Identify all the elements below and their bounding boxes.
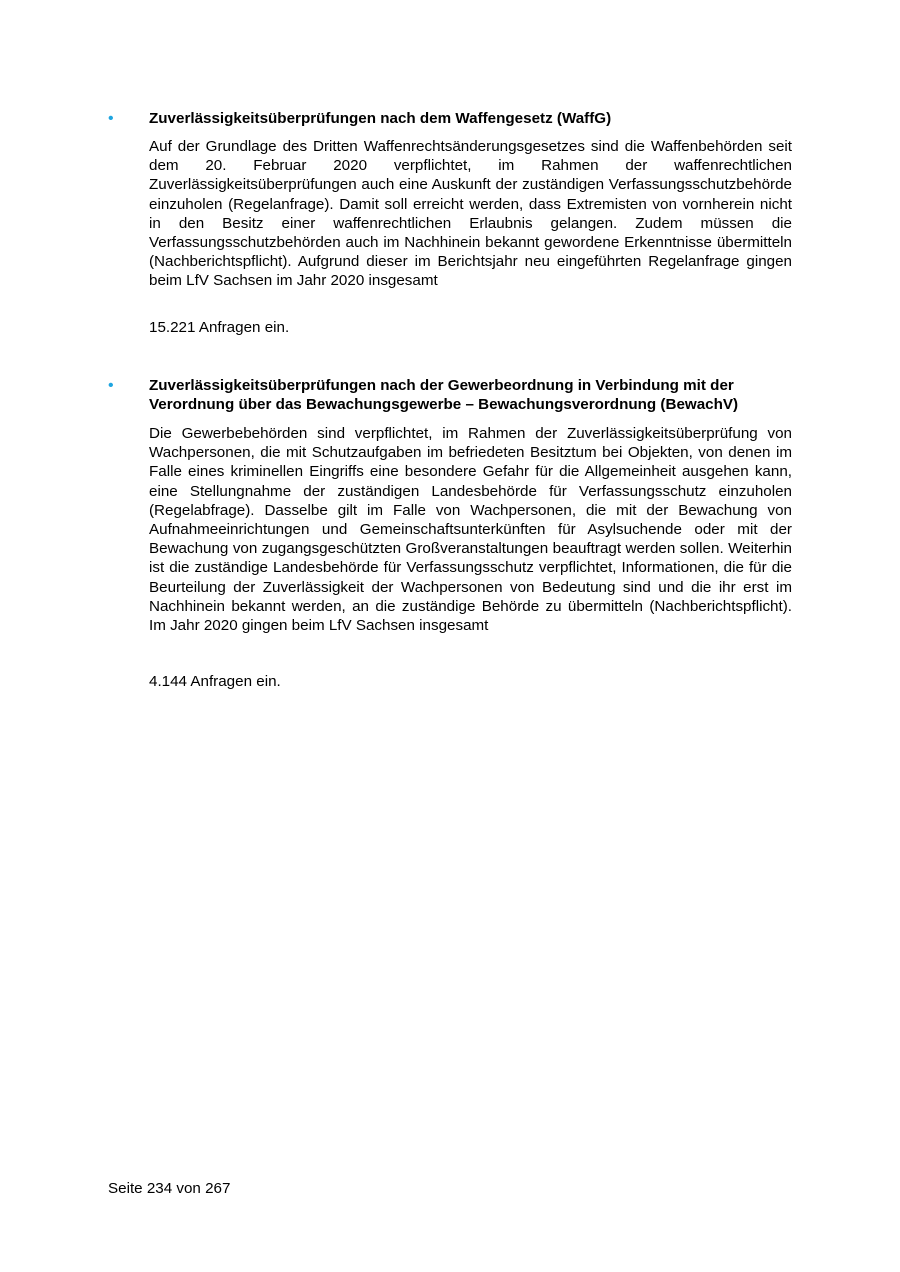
section-result: 4.144 Anfragen ein. (149, 673, 281, 690)
section-heading: Zuverlässigkeitsüberprüfungen nach der Gewerbeordnung in Verbindung mit der Verordnung über das Bewachungsgewerbe – Bewachungsverordnung (BewachV) (149, 377, 739, 414)
section-paragraph: Auf der Grundlage des Dritten Waffenrechtsänderungsgesetzes sind die Waffenbehörden seit dem 20. Februar 2020 verpflichtet, im Rahmen der waffenrechtlichen Zuverlässigkeitsüberprüfungen auch eine Auskunft der zuständigen Verfassungsschutzbehörde einzuholen (Regelanfrage). Damit soll erreicht werden, dass Extremisten von vornherein nicht in den Besitz einer waffenrechtlichen Erlaubnis gelangen. Zudem müssen die Verfassungsschutzbehörden auch im Nachhinein bekannt gewordene Erkenntnisse übermitteln (Nachberichtspflicht). Aufgrund dieser im Berichtsjahr neu eingeführten Regelanfrage gingen beim LfV Sachsen im Jahr 2020 insgesamt (149, 138, 792, 290)
section-heading: Zuverlässigkeitsüberprüfungen nach dem Waffengesetz (WaffG) (149, 110, 612, 127)
section-paragraph: Die Gewerbebehörden sind verpflichtet, im Rahmen der Zuverlässigkeitsüberprüfung von Wachpersonen, die mit Schutzaufgaben im befriedeten Besitztum bei Objekten, von denen im Falle eines kriminellen Eingriffs eine besondere Gefahr für die Allgemeinheit ausgehen kann, eine Stellungnahme der zuständigen Landesbehörde für Verfassungsschutz einzuholen (Regelabfrage). Dasselbe gilt im Falle von Wachpersonen, die mit der Bewachung von Aufnahmeeinrichtungen und Gemeinschaftsunterkünften für Asylsuchende oder mit der Bewachung von zugangsgeschützten Großveranstaltungen beauftragt werden sollen. Weiterhin ist die zuständige Landesbehörde für Verfassungsschutz verpflichtet, Informationen, die für die Beurteilung der Zuverlässigkeit der Wachpersonen von Bedeutung sind und die ihr erst im Nachhinein bekannt werden, an die zuständige Behörde zu übermitteln (Nachberichtspflicht). Im Jahr 2020 gingen beim LfV Sachsen insgesamt (149, 425, 792, 635)
bullet-icon: • (108, 377, 114, 394)
bullet-icon: • (108, 110, 114, 127)
page-number: Seite 234 von 267 (108, 1180, 231, 1197)
section-result: 15.221 Anfragen ein. (149, 319, 290, 336)
